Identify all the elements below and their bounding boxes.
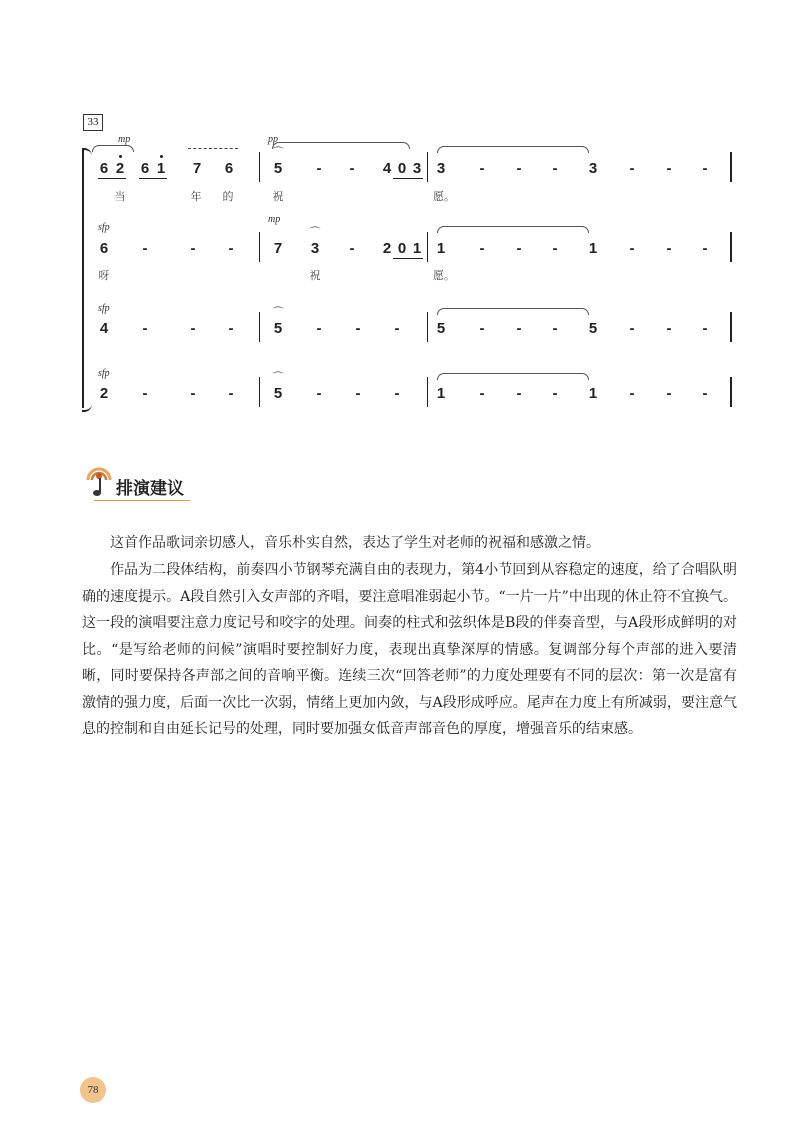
dash: - (702, 240, 708, 257)
dash: - (666, 320, 672, 337)
eighth-beam (98, 178, 126, 179)
dash: - (190, 240, 196, 257)
note: 0 (397, 240, 407, 257)
note: 1 (588, 385, 598, 402)
dynamic-sfp: sfp (98, 368, 110, 379)
dash: - (316, 160, 322, 177)
barline (427, 232, 428, 262)
note: 7 (273, 240, 283, 257)
dim-dashes (188, 148, 238, 149)
barline (427, 312, 428, 342)
dash: - (142, 385, 148, 402)
tie (437, 146, 589, 153)
dash: - (228, 320, 234, 337)
dash: - (394, 385, 400, 402)
note: 4 (99, 320, 109, 337)
lyric: 祝 (309, 269, 321, 282)
note: 6 (99, 240, 109, 257)
microphone-note-icon (84, 458, 114, 498)
high-octave-dot (160, 155, 163, 158)
dash: - (316, 320, 322, 337)
tie (437, 308, 589, 315)
dynamic-mp: mp (268, 214, 281, 225)
dynamic-pp: pp (268, 134, 278, 145)
barline (259, 232, 260, 262)
note: 5 (273, 160, 283, 177)
note: 5 (436, 320, 446, 337)
dash: - (516, 160, 522, 177)
lyric: 愿。 (433, 190, 455, 203)
dash: - (629, 320, 635, 337)
barline (427, 377, 428, 407)
note: 1 (156, 160, 166, 177)
note: 5 (273, 320, 283, 337)
dash: - (142, 320, 148, 337)
note: 7 (192, 160, 202, 177)
paragraph: 作品为二段体结构，前奏四小节钢琴充满自由的表现力，第4小节回到从容稳定的速度，给了合唱队明确的速度提示。A段自然引入女声部的齐唱，要注意唱准弱起小节。“一片一片”中出现的休止符不宜换气。这一段的演唱要注意力度记号和咬字的处理。间奏的柱式和弦织体是B段的伴奏音型，与A段形成鲜明的对比。“是写给老师的问候”演唱时要控制好力度，表现出真挚深厚的情感。复调部分每个声部的进入要清晰，同时要保持各声部之间的音响平衡。连续三次“回答老师”的力度处理要有不同的层次：第一次是富有激情的强力度，后面一次比一次弱，情绪上更加内敛，与A段形成呼应。尾声在力度上有所减弱，要注意气息的控制和自由延长记号的处理，同时要加强女低音声部音色的厚度，增强音乐的结束感。 (82, 562, 737, 737)
dash: - (479, 320, 485, 337)
dash: - (666, 240, 672, 257)
note: 1 (412, 240, 422, 257)
dash: - (190, 320, 196, 337)
note: 6 (224, 160, 234, 177)
dash: - (629, 385, 635, 402)
dash: - (228, 385, 234, 402)
system-bracket (82, 150, 84, 408)
note: 1 (436, 385, 446, 402)
dash: - (666, 385, 672, 402)
note: 5 (588, 320, 598, 337)
barline (259, 312, 260, 342)
note: 4 (382, 160, 392, 177)
dash: - (629, 160, 635, 177)
fermata: ⌒ (272, 146, 284, 159)
measure-number: 33 (83, 114, 103, 131)
note: 6 (99, 160, 109, 177)
tie (437, 226, 589, 233)
lyric: 年 (190, 190, 202, 203)
eighth-beam (393, 178, 423, 179)
high-octave-dot (119, 155, 122, 158)
title-underline (94, 500, 190, 501)
lyric: 祝 (272, 190, 284, 203)
barline (427, 152, 428, 182)
eighth-beam (393, 258, 423, 259)
dash: - (349, 240, 355, 257)
dash: - (666, 160, 672, 177)
dash: - (516, 385, 522, 402)
note: 3 (436, 160, 446, 177)
dash: - (349, 160, 355, 177)
fermata: ⌒ (272, 371, 284, 384)
dash: - (394, 320, 400, 337)
dash: - (479, 385, 485, 402)
dash: - (479, 240, 485, 257)
barline (259, 377, 260, 407)
dynamic-sfp: sfp (98, 303, 110, 314)
lyric: 的 (222, 190, 234, 203)
tie (437, 373, 589, 380)
dash: - (629, 240, 635, 257)
dash: - (355, 385, 361, 402)
dash: - (702, 320, 708, 337)
dash: - (190, 385, 196, 402)
note: 1 (588, 240, 598, 257)
note: 3 (588, 160, 598, 177)
lyric: 呀 (98, 269, 110, 282)
final-barline (730, 232, 732, 262)
dash: - (355, 320, 361, 337)
note: 2 (115, 160, 125, 177)
dash: - (516, 320, 522, 337)
dash: - (702, 385, 708, 402)
note: 5 (273, 385, 283, 402)
barline (259, 152, 260, 182)
dash: - (316, 385, 322, 402)
eighth-beam (139, 178, 167, 179)
dash: - (479, 160, 485, 177)
note: 0 (397, 160, 407, 177)
dash: - (552, 240, 558, 257)
dash: - (552, 160, 558, 177)
dash: - (228, 240, 234, 257)
page-number: 78 (80, 1077, 106, 1103)
final-barline (730, 312, 732, 342)
slur (92, 145, 134, 152)
section-title: 排演建议 (116, 479, 184, 499)
dash: - (142, 240, 148, 257)
final-barline (730, 377, 732, 407)
final-barline (730, 152, 732, 182)
dynamic-sfp: sfp (98, 222, 110, 233)
tie (272, 142, 410, 149)
note: 2 (99, 385, 109, 402)
note: 2 (382, 240, 392, 257)
bracket-cap-bottom (82, 402, 92, 412)
dash: - (702, 160, 708, 177)
bracket-cap-top (82, 148, 92, 158)
note: 3 (310, 240, 320, 257)
lyric: 当 (114, 190, 126, 203)
fermata: ⌒ (309, 226, 321, 239)
lyric: 愿。 (433, 269, 455, 282)
dynamic-mp: mp (118, 134, 131, 145)
dash: - (516, 240, 522, 257)
note: 6 (140, 160, 150, 177)
note: 3 (412, 160, 422, 177)
dash: - (552, 320, 558, 337)
note: 1 (436, 240, 446, 257)
dash: - (552, 385, 558, 402)
fermata: ⌒ (272, 306, 284, 319)
paragraph: 这首作品歌词亲切感人，音乐朴实自然，表达了学生对老师的祝福和感激之情。 (110, 535, 600, 551)
